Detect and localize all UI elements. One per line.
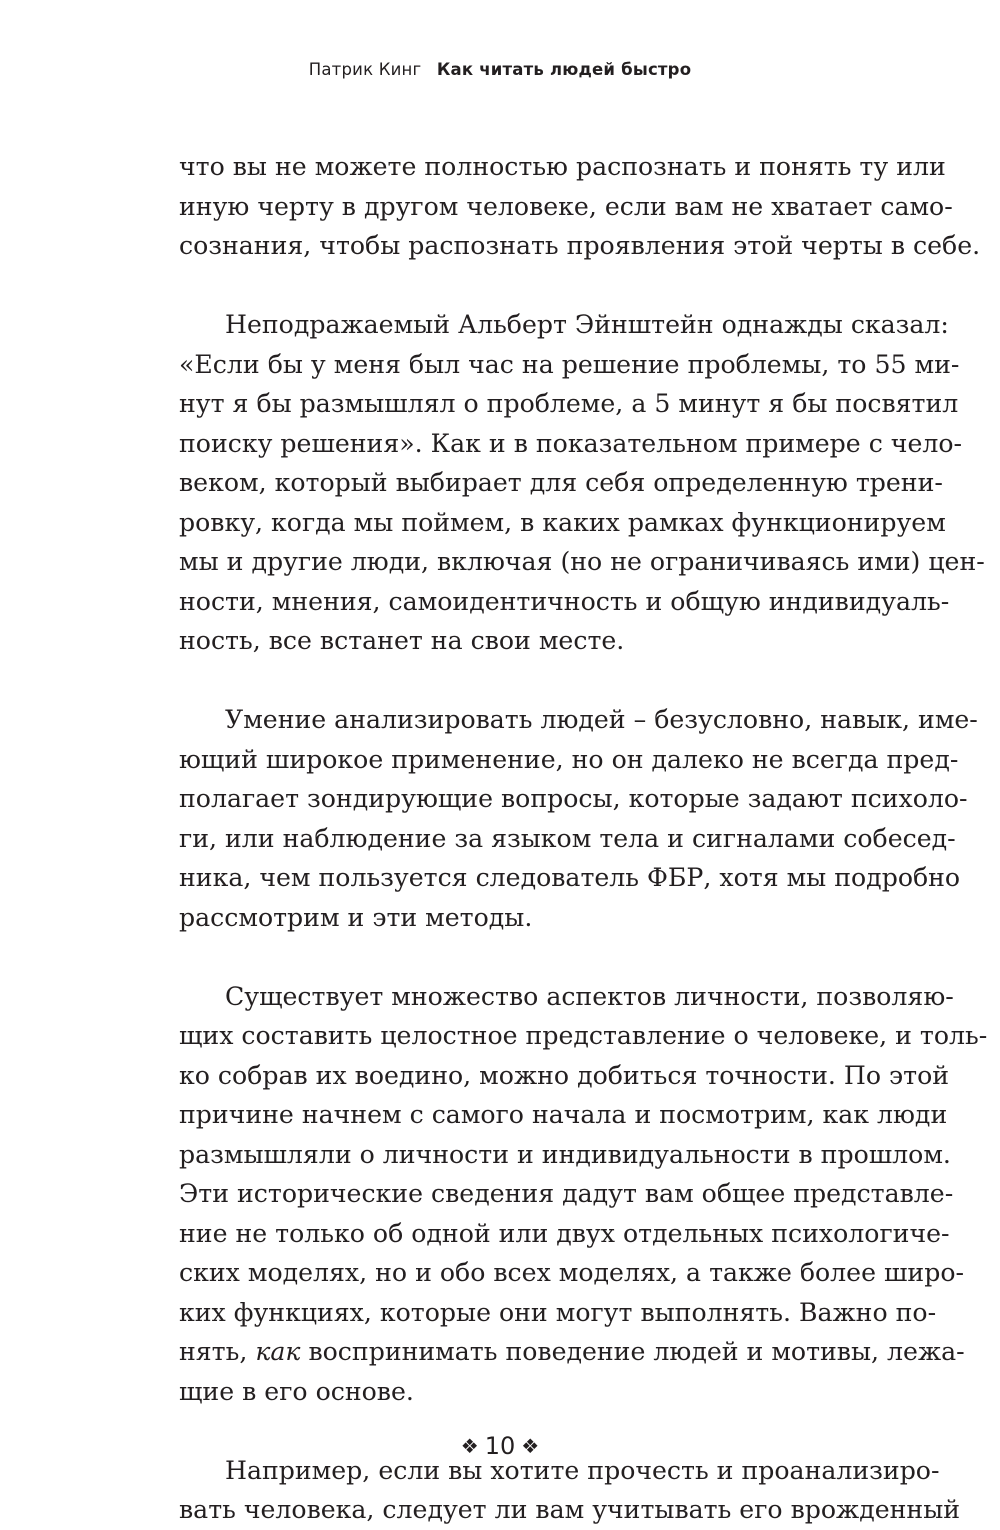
text-line: причине начнем с самого начала и посмотрим, как люди (179, 1100, 948, 1129)
text-line: нут я бы размышлял о проблеме, а 5 минут я бы посвятил (179, 389, 959, 418)
text-line: рассмотрим и эти методы. (179, 902, 533, 932)
text-line: Эти исторические сведения дадут вам общее представле- (179, 1179, 954, 1208)
text-line: сознания, чтобы распознать проявления этой черты в себе. (179, 231, 981, 260)
text-line: Например, если вы хотите прочесть и проанализиро- (225, 1455, 940, 1485)
text-line: полагает зондирующие вопросы, которые задают психоло- (179, 784, 968, 813)
text-run: нять, (179, 1337, 256, 1366)
text-line: ровку, когда мы поймем, в каких рамках функционируем (179, 507, 946, 537)
text-run: воспринимать поведение людей и мотивы, лежа- (300, 1337, 965, 1366)
text-line: что вы не можете полностью распознать и понять ту или (179, 152, 946, 181)
text-line: ги, или наблюдение за языком тела и сигналами собесед- (179, 823, 956, 853)
text-line: иную черту в другом человеке, если вам не хватает само- (179, 191, 953, 221)
text-line: мы и другие люди, включая (но не ограничиваясь ими) цен- (179, 547, 985, 576)
text-line: щих составить целостное представление о человеке, и толь- (179, 1021, 988, 1050)
text-line: ность, все встанет на свои месте. (179, 626, 625, 655)
text-line: Умение анализировать людей – безусловно, навык, име- (225, 705, 978, 734)
text-line: ние не только об одной или двух отдельных психологиче- (179, 1218, 950, 1248)
text-line: веком, который выбирает для себя определенную трени- (179, 468, 943, 497)
text-line: ких функциях, которые они могут выполнять. Важно по- (179, 1297, 937, 1327)
text-line: Неподражаемый Альберт Эйнштейн однажды сказал: (225, 310, 949, 339)
paragraph-gap (179, 266, 931, 306)
text-line-with-italic (179, 1332, 965, 1372)
text-line: щие в его основе. (179, 1376, 414, 1406)
text-line: ских моделях, но и обо всех моделях, а также более широ- (179, 1258, 965, 1287)
text-line: ности, мнения, самоидентичность и общую индивидуаль- (179, 586, 950, 616)
page-number-footer (0, 1432, 1000, 1460)
body-text (179, 147, 988, 1530)
running-head-book-title: Как читать людей быстро (436, 60, 692, 79)
ornament-icon: ❖ (521, 1434, 540, 1458)
text-line: «Если бы у меня был час на решение проблемы, то 55 ми- (179, 349, 960, 379)
italic-emphasis: как (255, 1337, 301, 1366)
text-line: ника, чем пользуется следователь ФБР, хотя мы подробно (179, 863, 961, 892)
page-number: 10 (484, 1432, 516, 1460)
text-line: вать человека, следует ли вам учитывать его врожденный (179, 1495, 961, 1524)
ornament-icon: ❖ (460, 1434, 479, 1458)
running-head (0, 60, 1000, 79)
paragraph-gap (179, 661, 931, 701)
text-line: поиску решения». Как и в показательном примере с чело- (179, 428, 963, 458)
text-line: ко собрав их воедино, можно добиться точности. По этой (179, 1060, 950, 1090)
running-head-author: Патрик Кинг (308, 60, 422, 79)
paragraph-gap (179, 937, 931, 977)
text-line: размышляли о личности и индивидуальности в прошлом. (179, 1139, 951, 1169)
text-line: ющий широкое применение, но он далеко не всегда пред- (179, 744, 959, 774)
text-line: Существует множество аспектов личности, позволяю- (225, 981, 954, 1011)
